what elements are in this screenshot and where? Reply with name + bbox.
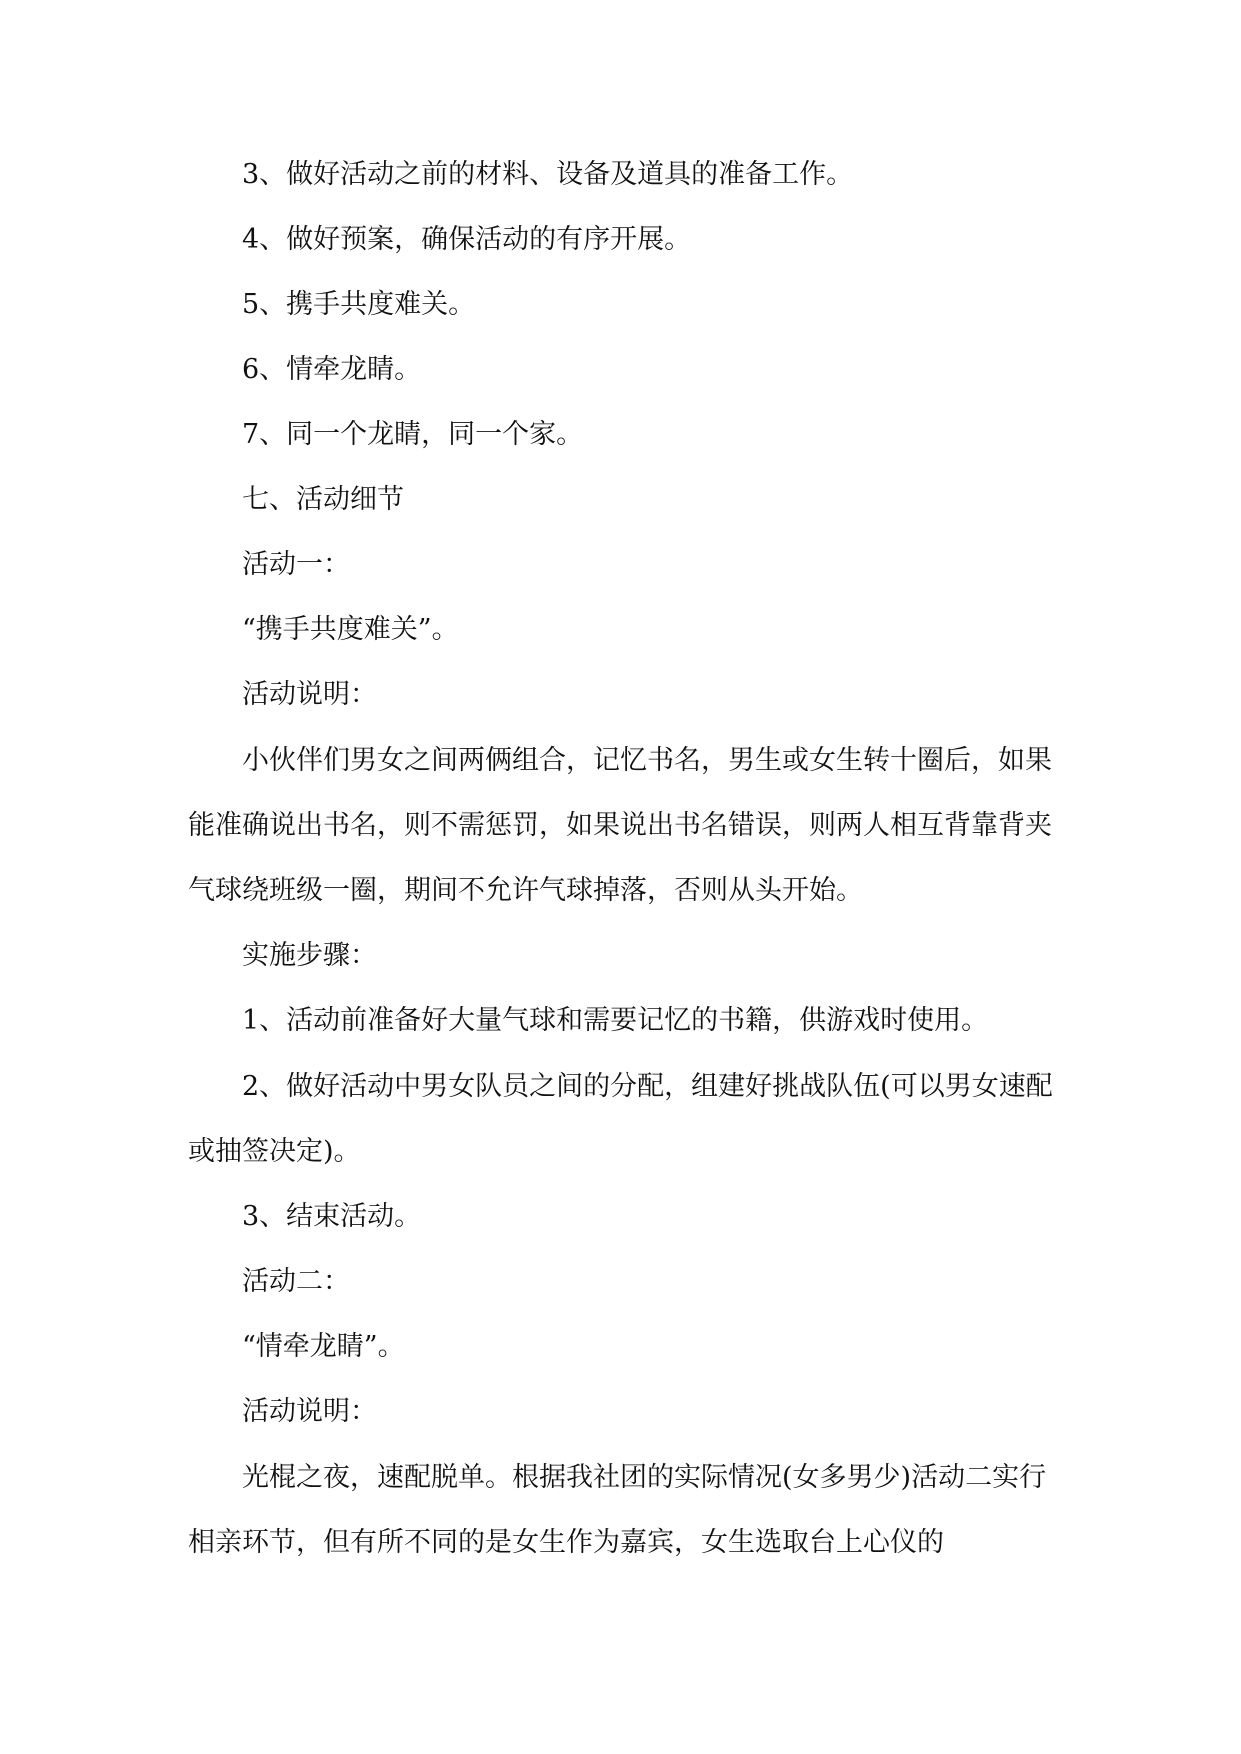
- activity-one-description-label: 活动说明：: [242, 679, 377, 710]
- activity-two-title: “情牵龙睛”。: [242, 1331, 405, 1362]
- step-2: 2、做好活动中男女队员之间的分配，组建好挑战队伍(可以男女速配或抽签决定)。: [188, 1071, 1053, 1167]
- paragraph-item-7: 7、同一个龙睛，同一个家。: [242, 419, 584, 450]
- activity-one-description: 小伙伴们男女之间两俩组合，记忆书名，男生或女生转十圈后，如果能准确说出书名，则不需惩罚，如果说出书名错误，则两人相互背靠背夹气球绕班级一圈，期间不允许气球掉落，否则从头开始。: [188, 745, 1052, 906]
- activity-one-title: “携手共度难关”。: [242, 614, 459, 645]
- implementation-steps-label: 实施步骤：: [242, 940, 377, 971]
- activity-two-heading: 活动二：: [242, 1266, 350, 1297]
- step-3: 3、结束活动。: [242, 1201, 422, 1232]
- paragraph-contingency-plan: 4、做好预案，确保活动的有序开展。: [242, 224, 692, 255]
- step-1: 1、活动前准备好大量气球和需要记忆的书籍，供游戏时使用。: [242, 1005, 989, 1036]
- activity-two-description-label: 活动说明：: [242, 1396, 377, 1427]
- section-heading-activity-details: 七、活动细节: [242, 484, 404, 515]
- activity-two-description: 光棍之夜，速配脱单。根据我社团的实际情况(女多男少)活动二实行相亲环节，但有所不同的是女生作为嘉宾，女生选取台上心仪的: [188, 1462, 1047, 1558]
- document-body: [188, 155, 1063, 1588]
- paragraph-item-5: 5、携手共度难关。: [242, 289, 476, 320]
- activity-one-heading: 活动一：: [242, 549, 350, 580]
- paragraph-item-6: 6、情牵龙睛。: [242, 354, 422, 385]
- paragraph-prep-materials: 3、做好活动之前的材料、设备及道具的准备工作。: [242, 159, 854, 190]
